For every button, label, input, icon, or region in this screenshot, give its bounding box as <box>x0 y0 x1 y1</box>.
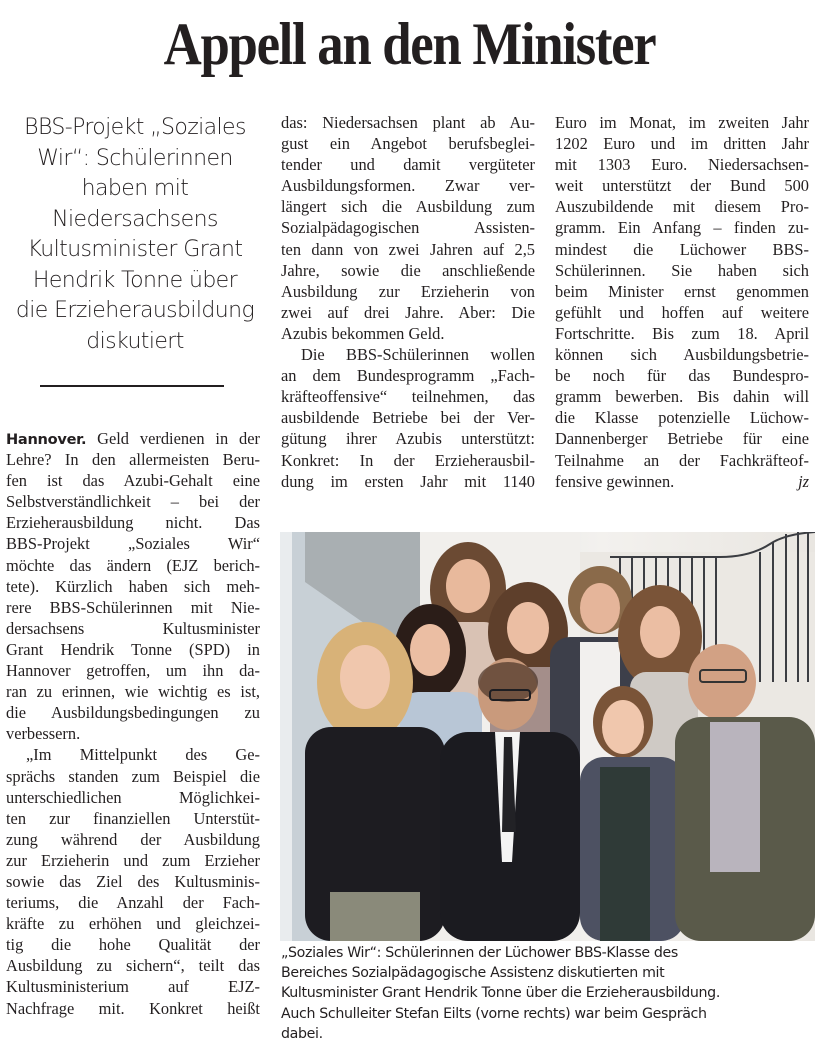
text-line <box>555 471 809 492</box>
text-line: fen ist das Azubi-Gehalt eine <box>6 471 260 491</box>
photo-wall-edge <box>280 532 292 941</box>
text-line: tender und damit vergüteter <box>281 155 535 175</box>
text-line: mit 1303 Euro. Niedersachsen- <box>555 155 809 175</box>
text-line: verbessern. <box>6 724 81 744</box>
subheadline-line: Kultusminister Grant <box>27 237 243 262</box>
text-line: gefühlt und hoffen auf weitere <box>555 302 809 322</box>
text-line: Lehre? In den allermeisten Beru- <box>6 450 260 470</box>
text-line: ten zur finanziellen Unterstüt- <box>6 808 260 828</box>
article-column-3 <box>555 112 809 492</box>
caption-line: Bereiches Sozialpädagogische Assistenz diskutierten mit <box>281 965 665 982</box>
text-line: ten dann von zwei Jahren auf 2,5 <box>281 239 535 259</box>
text-line: Grant Hendrik Tonne (SPD) in <box>6 639 260 659</box>
text-line: Dannenberger Betriebe für eine <box>555 429 809 449</box>
text-line: BBS-Projekt „Soziales Wir“ <box>6 534 260 554</box>
text-line: Euro im Monat, im zweiten Jahr <box>555 113 809 132</box>
text-line: Schülerinnen. Sie haben sich <box>555 260 809 280</box>
subheadline-line: haben mit <box>81 176 189 201</box>
text-line: zwei auf drei Jahre. Aber: Die <box>281 302 535 322</box>
text-line: Ausbildungsformen. Zwar ver- <box>281 176 535 196</box>
text-line: 1202 Euro und im dritten Jahr <box>555 134 809 154</box>
text-line: Teilnahme an der Fachkräfteof- <box>555 450 809 470</box>
text-line: tete). Kürzlich haben sich meh- <box>6 576 260 596</box>
text-line: Nachfrage mit. Konkret heißt <box>6 998 260 1018</box>
subheadline-line: Hendrik Tonne über <box>32 267 238 293</box>
text-line: Selbstverständlichkeit – bei der <box>6 492 260 512</box>
text-line: Azubis bekommen Geld. <box>281 323 445 343</box>
text-line: mindest die Lüchower BBS- <box>555 239 809 259</box>
text-line: be noch für das Bundespro- <box>555 366 809 386</box>
text-line: tig die hohe Qualität der <box>6 935 260 955</box>
text-line: möchte das ändern (EJZ berich- <box>6 555 260 575</box>
text-line: Die BBS-Schülerinnen wollen <box>301 345 535 365</box>
text-line: Hannover getroffen, um ihn da- <box>6 661 260 681</box>
text-line: teriums, die Anzahl der Fach- <box>6 893 260 913</box>
text-line: dersachsens Kultusminister <box>6 618 260 638</box>
headline: Appell an den Minister <box>163 11 656 77</box>
text-line: können sich Ausbildungsbetrie- <box>555 345 809 365</box>
text-line: Sozialpädagogischen Assisten- <box>281 218 535 238</box>
text-line: gramm. Ein Anfang – finden zu- <box>555 218 809 238</box>
text-line: rere BBS-Schülerinnen mit Nie- <box>6 597 260 617</box>
text-line: kräfte zu erhöhen und gleichzei- <box>6 914 260 934</box>
text-line: ausbildende Betriebe bei der Ver- <box>281 408 535 428</box>
text-line: Erzieherausbildung nicht. Das <box>6 513 260 533</box>
text-line: Kultusministerium auf EJZ- <box>6 977 260 997</box>
group-photo-illustration <box>280 532 815 941</box>
text-line: weit unterstützt der Bund 500 <box>555 176 809 196</box>
text-line: gust ein Angebot berufsbeglei- <box>281 134 535 154</box>
text-line: die Ausbildungsbedingungen zu <box>6 703 260 723</box>
text-line: gütung ihrer Azubis unterstützt: <box>281 429 535 449</box>
article-column-2 <box>281 112 535 492</box>
text-line: gramm bewerben. Bis dahin will <box>555 387 809 407</box>
text-line-text: fensive gewinnen. <box>555 471 675 491</box>
text-line: sprächs standen zum Beispiel die <box>6 766 260 786</box>
text-line: Jahre, sowie die anschließende <box>281 260 535 280</box>
text-line: an dem Bundesprogramm „Fach- <box>281 366 535 386</box>
caption-line: Kultusminister Grant Hendrik Tonne über die Erzieherausbildung. <box>281 985 720 1002</box>
caption-line: Auch Schulleiter Stefan Eilts (vorne rechts) war beim Gespräch <box>281 1005 707 1022</box>
article-column-1 <box>6 428 260 1019</box>
subheadline-line: diskutiert <box>86 328 184 354</box>
subheadline <box>4 113 266 357</box>
text-line: unterschiedlichen Möglichkei- <box>6 787 260 807</box>
group-photo <box>280 532 815 941</box>
subheadline-line: Niedersachsens <box>52 206 218 232</box>
text-line: „Im Mittelpunkt des Ge- <box>26 745 260 765</box>
text-line: ran zu erinnen, wie wichtig es ist, <box>6 682 260 702</box>
text-line: sowie das Ziel des Kultusminis- <box>6 871 260 891</box>
text-line: Konkret: In der Erzieherausbil- <box>281 450 535 470</box>
text-line: zung während der Ausbildung <box>6 829 260 849</box>
dateline: Hannover. <box>6 431 87 448</box>
divider-rule <box>40 385 224 387</box>
author-initials: jz <box>798 471 809 491</box>
text-line: Auszubildende mit diesem Pro- <box>555 197 809 217</box>
text-line: die Klasse potenzielle Lüchow- <box>555 408 809 428</box>
subheadline-line: die Erzieherausbildung <box>15 298 255 323</box>
text-line <box>6 428 260 449</box>
subheadline-line: BBS-Projekt „Soziales <box>24 115 246 140</box>
text-line: Ausbildung zur Erzieherin von <box>281 281 535 301</box>
text-line: kräfteoffensive“ teilnehmen, das <box>281 387 535 407</box>
text-line-rest: Geld verdienen in der <box>86 429 260 448</box>
subheadline-line: Wir“: Schülerinnen <box>37 145 233 171</box>
text-line: Fortschritte. Bis zum 18. April <box>555 323 809 343</box>
text-line: das: Niedersachsen plant ab Au- <box>281 113 535 132</box>
text-line: Ausbildung zu sichern“, teilt das <box>6 956 260 976</box>
photo-caption <box>281 943 811 1044</box>
caption-line: dabei. <box>281 1025 323 1042</box>
text-line: zur Erzieherin und zum Erzieher <box>6 850 260 870</box>
text-line: dung im ersten Jahr mit 1140 <box>281 471 535 491</box>
text-line: beim Minister ernst genommen <box>555 281 809 301</box>
text-line: längert sich die Ausbildung zum <box>281 197 535 217</box>
caption-line: „Soziales Wir“: Schülerinnen der Lüchower BBS-Klasse des <box>281 945 678 961</box>
